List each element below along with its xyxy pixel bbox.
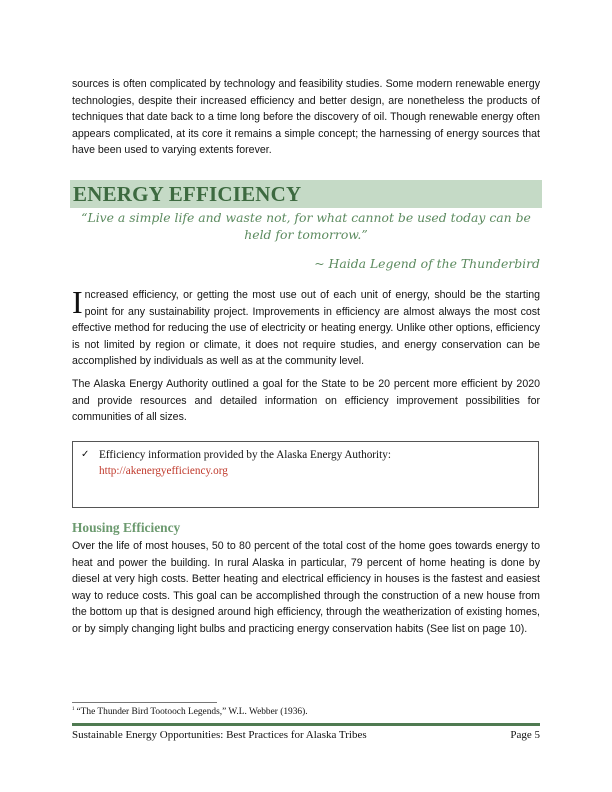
info-label: Efficiency information provided by the Alaska Energy Authority: (99, 449, 391, 461)
aea-goal-paragraph: The Alaska Energy Authority outlined a goal for the State to be 20 percent more efficient by 2020 and provide resources and detailed information on efficiency improvement possibilities for communities of all sizes. (72, 378, 540, 424)
housing-paragraph: Over the life of most houses, 50 to 80 percent of the total cost of the home goes towards energy to heat and power the building. In rural Alaska in particular, 79 percent of home heating is done by diesel at very high costs. Better heating and electrical efficiency in houses is the fastest and easiest way to reduce costs. This goal can be accomplished through the construction of a new house from the bottom up that is designed around high efficiency, through the weatherization of existing homes, or by simply changing light bulbs and practicing energy conservation habits (See list on page 10). (72, 540, 540, 635)
footnote (72, 707, 308, 717)
drop-cap: I (72, 284, 83, 320)
page-number: Page 5 (510, 729, 540, 741)
epigraph-quote: “Live a simple life and waste not, for what cannot be used today can be held for tomorrow.” (81, 210, 531, 242)
efficiency-paragraph (72, 284, 540, 370)
epigraph-attribution: ~ Haida Legend of the Thunderbird (314, 256, 540, 271)
footnote-text: “The Thunder Bird Tootooch Legends,” W.L. Webber (1936). (76, 707, 308, 717)
section-heading-text: ENERGY EFFICIENCY (73, 182, 302, 206)
checkmark-icon: ✓ (81, 449, 90, 460)
footnote-marker: 1 (72, 707, 75, 712)
info-list-item (81, 447, 391, 479)
aea-efficiency-link[interactable]: http://akenergyefficiency.org (99, 465, 228, 477)
footer-title: Sustainable Energy Opportunities: Best Practices for Alaska Tribes (72, 729, 367, 741)
footer-divider (72, 723, 540, 726)
section-heading-bar (70, 180, 542, 208)
intro-paragraph: sources is often complicated by technology and feasibility studies. Some modern renewable energy technologies, despite their increased efficiency and better design, are nonetheless the products of techniques that date back to a time long before the discovery of oil. Though renewable energy often appears complicated, at its core it remains a simple concept; the harnessing of energy sources that have been used to varying extents forever. (72, 78, 540, 157)
info-callout-box (72, 441, 539, 508)
footnote-divider (72, 702, 217, 703)
efficiency-paragraph-text: ncreased efficiency, or getting the most use out of each unit of energy, should be the starting point for any sustainability project. Improvements in efficiency are almost always the most cost effective method for reducing the use of electricity or heating energy. Unlike other options, efficiency is not limited by region or climate, it does not require studies, and energy conservation can be accomplished by individuals as well as at the community level. (72, 289, 540, 368)
housing-efficiency-heading: Housing Efficiency (72, 520, 181, 535)
